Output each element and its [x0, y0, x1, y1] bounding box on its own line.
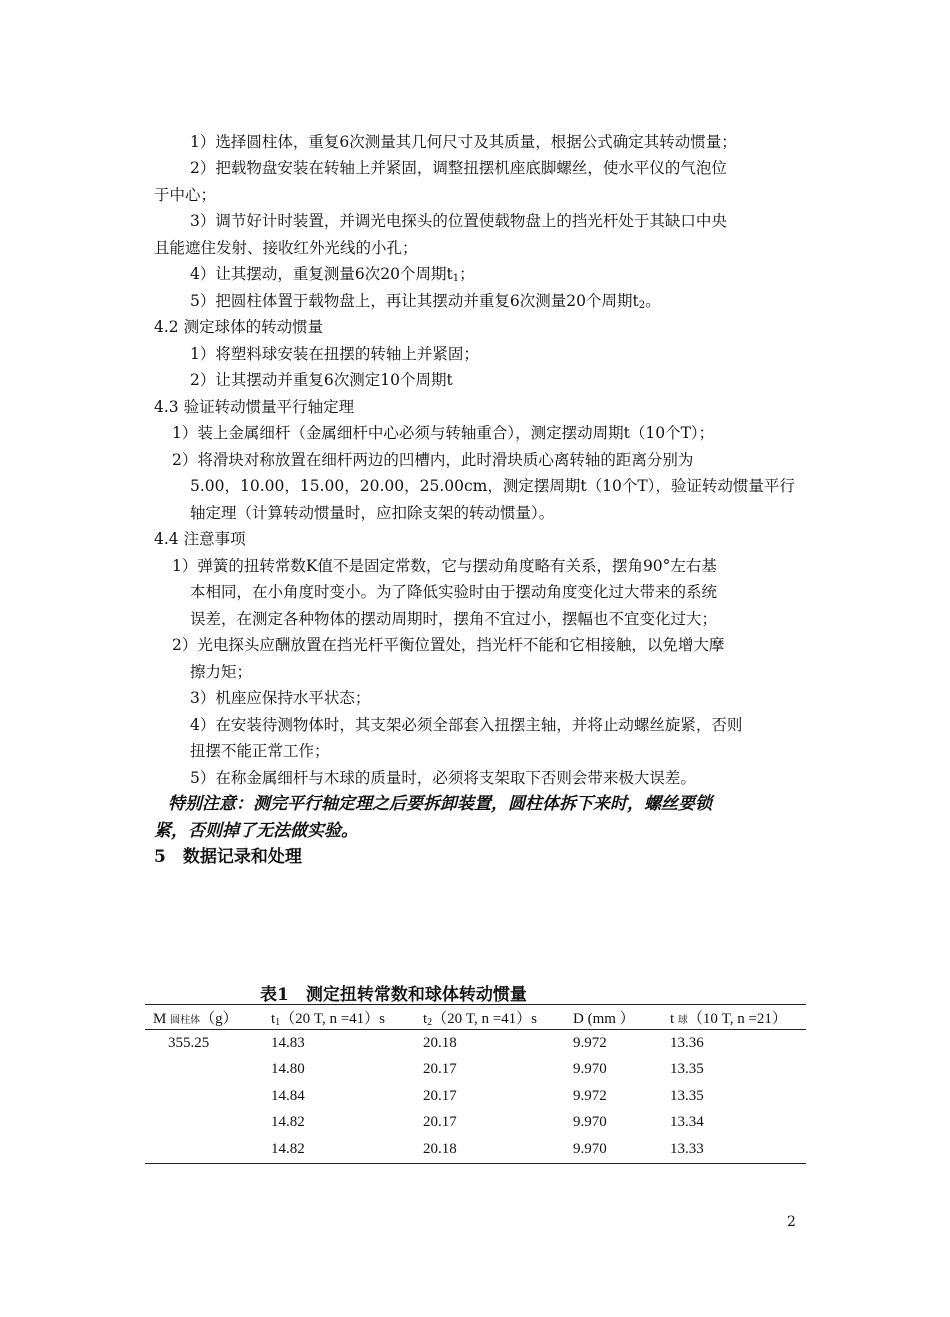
table-row	[145, 1057, 806, 1084]
note-4-1-cont-1: 本相同，在小角度时变小。为了降低实验时由于摆动角度变化过大带来的系统	[190, 583, 718, 601]
cell-t-ball: 13.36	[670, 1034, 704, 1051]
step-2-1: 1）将塑料球安装在扭摆的转轴上并紧固；	[190, 345, 479, 363]
cell-mass: 355.25	[168, 1034, 210, 1051]
step-1-3: 3）调节好计时装置，并调光电探头的位置使载物盘上的挡光杆处于其缺口中央	[190, 212, 727, 230]
cell-t1: 14.82	[271, 1136, 423, 1163]
data-table	[145, 1004, 806, 1164]
cell-t1: 14.84	[271, 1087, 305, 1104]
cell-mass	[153, 1141, 168, 1157]
note-4-1-cont-2: 误差，在测定各种物体的摆动周期时，摆角不宜过小，摆幅也不宜变化过大；	[190, 610, 718, 628]
special-note-cont: 紧，否则掉了无法做实验。	[154, 821, 358, 841]
section-4-3-heading: 4.3 验证转动惯量平行轴定理	[154, 398, 355, 416]
note-4-2-cont: 擦力矩；	[190, 663, 253, 681]
section-5-heading: 5 数据记录和处理	[154, 847, 302, 867]
table-row	[145, 1083, 806, 1110]
step-1-2-cont: 于中心；	[154, 186, 217, 204]
cell-diameter: 9.972	[573, 1034, 607, 1051]
cell-t1: 14.82	[271, 1114, 305, 1131]
step-1-4: 4）让其摆动，重复测量6次20个周期$t_1$；	[190, 265, 475, 284]
table-row	[145, 1110, 806, 1137]
cell-t1: 14.83	[271, 1034, 305, 1051]
col-header-diameter: D (mm ）	[573, 1005, 670, 1030]
col-header-mass: M 圆柱体（g）	[145, 1005, 271, 1030]
cell-mass	[153, 1088, 168, 1104]
step-1-1: 1）选择圆柱体，重复6次测量其几何尺寸及其质量，根据公式确定其转动惯量；	[190, 133, 737, 151]
cell-diameter: 9.970	[573, 1136, 670, 1163]
table-row	[145, 1136, 806, 1163]
col-header-t2: $t_2(20$ T, n =41）s	[423, 1005, 573, 1030]
col-header-t-ball: t 球（10 T, n =21）	[670, 1005, 806, 1030]
step-3-2-cont-1: 5.00，10.00，15.00，20.00，25.00cm，测定摆周期t（10个T），验证转动惯量平行	[190, 477, 795, 495]
cell-t2: 20.17	[423, 1114, 457, 1131]
cell-t2: 20.17	[423, 1061, 457, 1078]
cell-t2: 20.18	[423, 1136, 573, 1163]
cell-t-ball: 13.34	[670, 1114, 704, 1131]
note-4-4: 4）在安装待测物体时，其支架必须全部套入扭摆主轴，并将止动螺丝旋紧，否则	[190, 716, 743, 734]
table-caption: 表1 测定扭转常数和球体转动惯量	[260, 985, 527, 1005]
cell-t-ball: 13.35	[670, 1061, 704, 1078]
table-header-row	[145, 1005, 806, 1030]
note-4-2: 2）光电探头应酬放置在挡光杆平衡位置处，挡光杆不能和它相接触，以免增大摩	[172, 636, 725, 654]
step-3-2: 2）将滑块对称放置在细杆两边的凹槽内，此时滑块质心离转轴的距离分别为	[172, 451, 694, 469]
cell-mass	[153, 1114, 168, 1130]
cell-t2: 20.18	[423, 1034, 457, 1051]
step-1-3-cont: 且能遮住发射、接收红外光线的小孔；	[154, 239, 418, 257]
cell-t-ball: 13.35	[670, 1087, 704, 1104]
cell-diameter: 9.972	[573, 1087, 607, 1104]
note-4-3: 3）机座应保持水平状态；	[190, 689, 371, 707]
note-4-5: 5）在称金属细杆与木球的质量时，必须将支架取下否则会带来极大误差。	[190, 769, 696, 787]
page-number: 2	[787, 1214, 796, 1230]
note-4-1: 1）弹簧的扭转常数K值不是固定常数，它与摆动角度略有关系，摆角90°左右基	[172, 557, 717, 575]
table-row	[145, 1030, 806, 1057]
note-4-4-cont: 扭摆不能正常工作；	[190, 742, 330, 760]
step-3-1: 1）装上金属细杆（金属细杆中心必须与转轴重合），测定摆动周期t（10个T）；	[172, 424, 715, 442]
col-header-t1: $t_1(20$ T, n =41）s	[271, 1005, 423, 1030]
step-1-5: 5）把圆柱体置于载物盘上，再让其摆动并重复6次测量20个周期$t_2$。	[190, 292, 661, 311]
cell-t2: 20.17	[423, 1087, 457, 1104]
cell-diameter: 9.970	[573, 1061, 607, 1078]
cell-t-ball: 13.33	[670, 1136, 806, 1163]
cell-diameter: 9.970	[573, 1114, 607, 1131]
special-note: 特别注意：测完平行轴定理之后要拆卸装置，圆柱体拆下来时，螺丝要锁	[168, 794, 712, 814]
step-3-2-cont-2: 轴定理（计算转动惯量时，应扣除支架的转动惯量）。	[190, 504, 555, 522]
step-2-2: 2）让其摆动并重复6次测定10个周期t	[190, 371, 453, 389]
cell-t1: 14.80	[271, 1061, 305, 1078]
section-4-2-heading: 4.2 测定球体的转动惯量	[154, 318, 324, 336]
section-4-4-heading: 4.4 注意事项	[154, 530, 246, 548]
cell-mass	[153, 1061, 168, 1077]
step-1-2: 2）把载物盘安装在转轴上并紧固，调整扭摆机座底脚螺丝，使水平仪的气泡位	[190, 159, 727, 177]
